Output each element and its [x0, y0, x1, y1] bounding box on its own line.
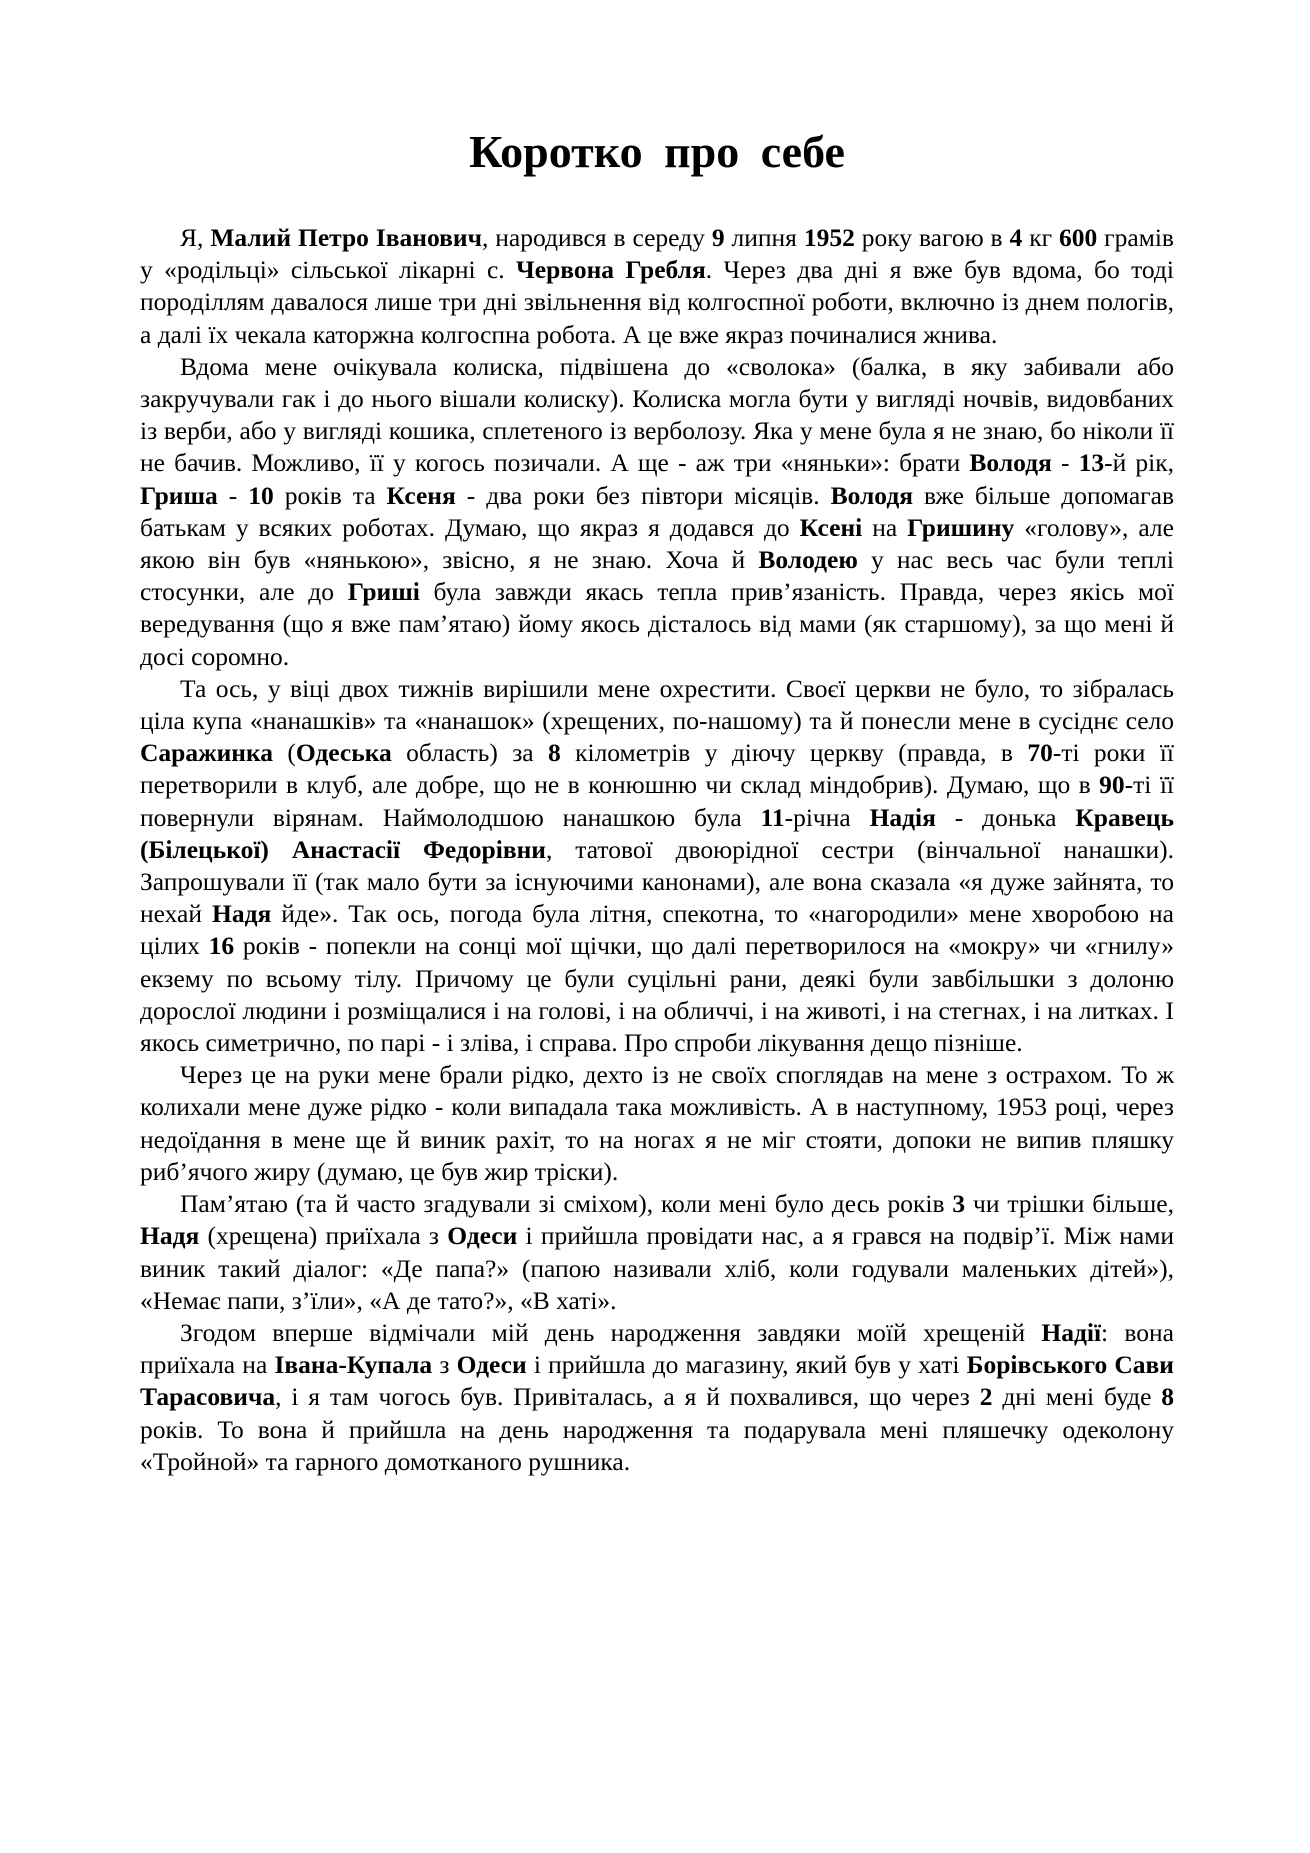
bold-text-run: Гриша: [140, 480, 218, 510]
bold-text-run: Одеська: [295, 738, 392, 768]
text-run: , татової двоюрідної сестри (вінчальної нанашки). Запрошували її (так мало бути за існуючими канонами), але вона сказала «я дуже зайнята, то нехай: [140, 834, 1174, 929]
bold-text-run: 600: [1059, 223, 1098, 252]
bold-text-run: Саражинка: [140, 738, 274, 768]
bold-text-run: 8: [1161, 1382, 1174, 1412]
paragraph: [140, 222, 1174, 351]
text-run: . Через два дні я вже був вдома, бо тоді породіллям давалося лише три дні звільнення від колгоспної роботи, включно із днем пологів, а далі їх чекала каторжна колгоспна робота. А це вже якраз починалися жнива.: [140, 255, 1174, 349]
text-run: у нас весь час були теплі стосунки, але до: [140, 545, 1174, 607]
bold-text-run: Володя: [830, 480, 914, 510]
text-run: вже більше допомагав батькам у всяких роботах. Думаю, що якраз я додався до: [140, 480, 1174, 542]
page-title: Коротко про себе: [469, 126, 845, 177]
bold-text-run: Надії: [1041, 1317, 1102, 1347]
text-run: Через це на руки мене брали рідко, дехто із не своїх споглядав на мене з острахом. То ж колихали мене дуже рідко - коли випадала така можливість. А в наступному, 1953 році, через недоїдання в мене ще й виник рахіт, то на ногах я не міг стояти, допоки не випив пляшку риб’ячого жиру (думаю, це був жир тріски).: [140, 1060, 1174, 1186]
text-run: , народився в середу: [481, 223, 712, 252]
text-run: з: [432, 1350, 457, 1380]
bold-text-run: 1952: [803, 223, 855, 252]
bold-text-run: 90: [1099, 770, 1125, 800]
text-run: років та: [273, 480, 387, 510]
text-run: років. То вона й прийшла на день народження та подарувала мені пляшечку одеколону «Тройной» та гарного домотканого рушника.: [140, 1414, 1174, 1476]
paragraph: [140, 1188, 1174, 1317]
bold-text-run: 9: [711, 223, 725, 252]
text-run: чи трішки більше,: [965, 1189, 1174, 1219]
bold-text-run: Івана-Купала: [274, 1350, 433, 1380]
text-run: кілометрів у діючу церкву (правда, в: [560, 738, 1028, 768]
bold-text-run: 16: [208, 931, 235, 961]
text-run: Та ось, у віці двох тижнів вирішили мене охрестити. Своєї церкви не було, то зібралась ціла купа «нанашків» та «нанашок» (хрещених, по-нашому) та й понесли мене в сусіднє село: [140, 673, 1174, 736]
text-run: дні мені буде: [992, 1382, 1162, 1412]
text-run: на: [862, 512, 908, 542]
bold-text-run: Одеси: [456, 1350, 527, 1380]
text-run: Згодом вперше відмічали мій день народження завдяки моїй хрещеній: [180, 1317, 1042, 1347]
text-run: і прийшла провідати нас, а я грався на подвір’ї. Між нами виник такий діалог: «Де папа?» (папою називали хліб, коли годували маленьких дітей»), «Немає папи, з’їли», «А де тато?», «В хаті».: [140, 1221, 1174, 1315]
bold-text-run: Червона Гребля: [516, 255, 706, 285]
bold-text-run: Одеси: [447, 1221, 518, 1251]
text-run: -ті її повернули вірянам. Наймолодшою нанашкою була: [140, 770, 1174, 832]
bold-text-run: Ксеня: [386, 480, 456, 510]
bold-text-run: 8: [547, 738, 561, 768]
text-run: Вдома мене очікувала колиска, підвішена до «сволока» (балка, в яку забивали або закручували гак і до нього вішали колиску). Колиска могла бути у вигляді ночвів, видовбаних із верби, або у вигляді кошика, сплетеного із верболозу. Яка у мене була я не знаю, бо ніколи її не бачив. Можливо, її у когось позичали. А ще - аж три «няньки»: брати: [140, 351, 1174, 478]
text-run: кг: [1022, 223, 1059, 252]
paragraph: [140, 1059, 1174, 1188]
bold-text-run: Володя: [969, 448, 1052, 478]
bold-text-run: 2: [979, 1382, 993, 1412]
text-run: була завжди якась тепла прив’язаність. Правда, через якісь мої вередування (що я вже пам’ятаю) йому якось дісталось від мами (як старшому), за що мені й досі соромно.: [140, 577, 1174, 671]
bold-text-run: 13: [1078, 448, 1105, 478]
text-run: -й рік,: [1104, 448, 1174, 478]
text-run: грамів у «родільці» сільської лікарні с.: [140, 223, 1174, 285]
bold-text-run: Борівського Сави Тарасовича: [140, 1350, 1175, 1412]
text-run: і прийшла до магазину, який був у хаті: [526, 1350, 967, 1380]
text-run: (: [273, 738, 296, 768]
text-run: : вона приїхала на: [140, 1317, 1174, 1380]
bold-text-run: Володею: [758, 545, 858, 575]
bold-text-run: 3: [952, 1189, 966, 1219]
text-run: -: [1051, 448, 1079, 478]
text-run: - донька: [935, 802, 1076, 832]
bold-text-run: Надя: [140, 1221, 200, 1251]
text-run: років - попекли на сонці мої щічки, що далі перетворилося на «мокру» чи «гнилу» екзему по всьому тілу. Причому це були суцільні рани, деякі були завбільшки з долоню дорослої людини і розміщалися і на голові, і на обличчі, і на животі, і на стегнах, і на литках. І якось симетрично, по парі - і зліва, і справа. Про спроби лікування дещо пізніше.: [140, 931, 1174, 1058]
document-page: [140, 122, 1174, 1478]
text-run: «голову», але якою він був «нянькою», звісно, я не знаю. Хоча й: [140, 512, 1174, 575]
bold-text-run: 4: [1009, 223, 1023, 252]
bold-text-run: 10: [248, 480, 274, 510]
text-run: року вагою в: [854, 223, 1010, 252]
text-run: -річна: [784, 802, 870, 832]
bold-text-run: Ксені: [799, 512, 863, 542]
bold-text-run: 11: [760, 802, 785, 832]
bold-text-run: Кравець (Білецької) Анастасії Федорівни: [140, 802, 1174, 864]
bold-text-run: Гриші: [347, 577, 420, 607]
text-run: -ті роки її перетворили в клуб, але добре, що не в конюшню чи склад міндобрив). Думаю, що в: [140, 738, 1174, 800]
paragraph: [140, 673, 1174, 1059]
text-run: йде». Так ось, погода була літня, спекотна, то «нагородили» мене хворобою на цілих: [140, 899, 1175, 961]
bold-text-run: Надя: [212, 899, 272, 929]
paragraph: [140, 351, 1174, 673]
bold-text-run: Малий Петро Іванович: [210, 223, 482, 252]
paragraph: [140, 1317, 1174, 1478]
text-run: Пам’ятаю (та й часто згадували зі сміхом), коли мені було десь років: [180, 1189, 953, 1219]
text-run: область) за: [391, 738, 548, 768]
bold-text-run: 70: [1027, 738, 1053, 768]
text-run: , і я там чогось був. Привіталась, а я й похвалився, що через: [275, 1382, 980, 1412]
text-run: -: [217, 480, 249, 510]
document-body: [140, 222, 1174, 1478]
text-run: - два роки без півтори місяців.: [455, 480, 831, 510]
bold-text-run: Надія: [869, 802, 936, 832]
text-run: (хрещена) приїхала з: [199, 1221, 448, 1251]
text-run: липня: [724, 223, 804, 252]
bold-text-run: Гришину: [907, 512, 1015, 542]
text-run: Я,: [180, 223, 211, 252]
